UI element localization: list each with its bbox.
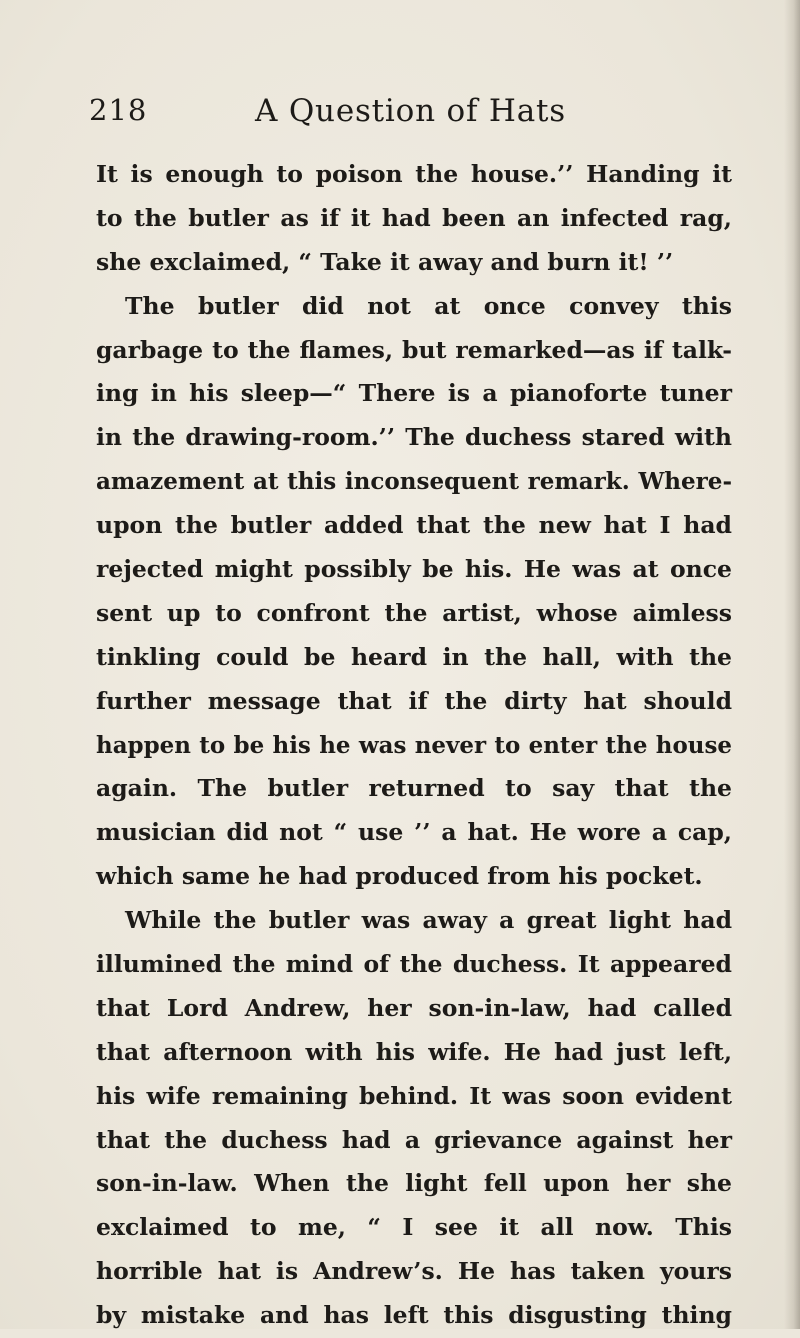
text-line: exclaimed to me, “ I see it all now. This bbox=[96, 1213, 732, 1242]
text-line: rejected might possibly be his. He was at once bbox=[96, 555, 732, 584]
page-header bbox=[89, 93, 729, 143]
text-line: It is enough to poison the house.’’ Handing it bbox=[96, 160, 732, 188]
text-line: While the butler was away a great light had bbox=[125, 906, 732, 935]
text-line: again. The butler returned to say that the bbox=[96, 774, 732, 803]
text-line: tinkling could be heard in the hall, with the bbox=[96, 642, 732, 671]
text-line: ing in his sleep—“ There is a pianoforte tuner bbox=[96, 379, 732, 408]
text-line: that Lord Andrew, her son-in-law, had called bbox=[96, 993, 732, 1022]
page-number: 218 bbox=[89, 93, 148, 127]
text-line: to the butler as if it had been an infected rag, bbox=[96, 203, 732, 232]
text-line: amazement at this inconsequent remark. Where- bbox=[96, 468, 732, 496]
running-title: A Question of Hats bbox=[255, 93, 567, 129]
text-line: happen to be his he was never to enter the house bbox=[96, 731, 732, 759]
text-line: which same he had produced from his pocket. bbox=[96, 862, 703, 891]
text-line: his wife remaining behind. It was soon evident bbox=[96, 1081, 732, 1110]
text-line: garbage to the flames, but remarked—as if talk- bbox=[96, 335, 732, 364]
text-line: The butler did not at once convey this bbox=[125, 291, 732, 320]
text-line: in the drawing-room.’’ The duchess stared with bbox=[96, 423, 732, 452]
text-line: upon the butler added that the new hat I had bbox=[96, 511, 732, 540]
text-line: horrible hat is Andrew’s. He has taken yours bbox=[96, 1257, 732, 1286]
text-line: sent up to confront the artist, whose aimless bbox=[96, 598, 732, 627]
text-line: son-in-law. When the light fell upon her she bbox=[96, 1169, 732, 1198]
text-line: that the duchess had a grievance against her bbox=[96, 1125, 732, 1154]
text-line: musician did not “ use ’’ a hat. He wore a cap, bbox=[96, 818, 732, 847]
text-line: further message that if the dirty hat should bbox=[96, 686, 732, 715]
text-line: illumined the mind of the duchess. It appeared bbox=[96, 950, 732, 979]
text-line: by mistake and has left this disgusting thing bbox=[96, 1301, 732, 1330]
page-edge-shadow bbox=[784, 0, 800, 1329]
body-text bbox=[96, 153, 732, 1338]
text-line: that afternoon with his wife. He had just left, bbox=[96, 1037, 732, 1066]
text-line: she exclaimed, “ Take it away and burn it! ’’ bbox=[96, 247, 674, 276]
